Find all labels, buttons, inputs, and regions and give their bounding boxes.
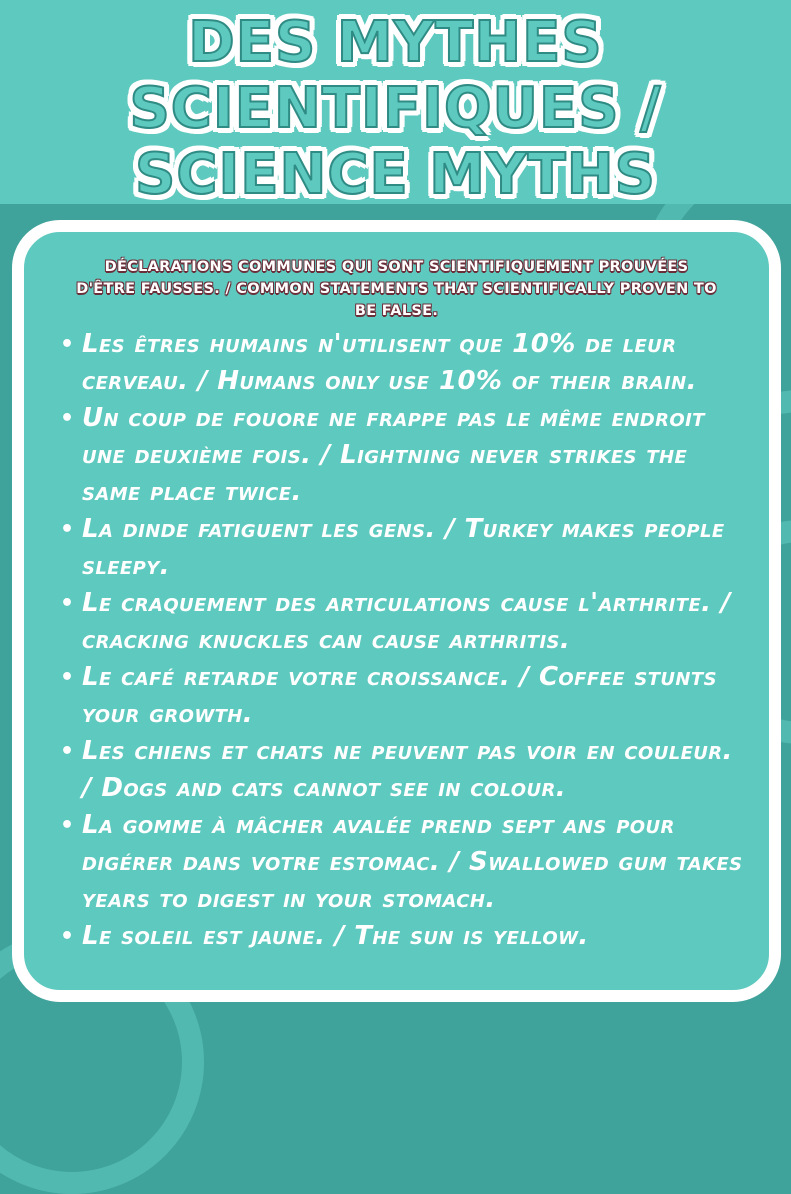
bullet-icon: • xyxy=(60,591,75,616)
bullet-icon: • xyxy=(60,517,75,542)
myth-text: Le craquement des articulations cause l'arthrite. / cracking knuckles can cause arthritis. xyxy=(82,588,731,655)
list-item xyxy=(54,807,744,918)
list-item xyxy=(54,400,744,511)
list-item xyxy=(54,733,744,807)
subtitle: DÉCLARATIONS COMMUNES QUI SONT SCIENTIFIQUEMENT PROUVÉES D'ÊTRE FAUSSES. / COMMON STATEMENTS THAT SCIENTIFICALLY PROVEN TO BE FALSE. xyxy=(76,259,717,319)
title-line-1: DES MYTHES xyxy=(188,10,603,75)
bullet-icon: • xyxy=(60,924,75,949)
bullet-icon: • xyxy=(60,739,75,764)
title-line-2: SCIENTIFIQUES / xyxy=(129,76,662,141)
myth-text: Un coup de fouore ne frappe pas le même endroit une deuxième fois. / Lightning never strikes the same place twice. xyxy=(82,403,705,507)
myth-text: La gomme à mâcher avalée prend sept ans pour digérer dans votre estomac. / Swallowed gum takes years to digest in your stomach. xyxy=(82,810,743,914)
bullet-icon: • xyxy=(60,813,75,838)
myth-list xyxy=(54,326,744,955)
list-item xyxy=(54,511,744,585)
bullet-icon: • xyxy=(60,665,75,690)
title-line-3: SCIENCE MYTHS xyxy=(135,142,656,207)
list-item xyxy=(54,659,744,733)
myth-text: La dinde fatiguent les gens. / Turkey makes people sleepy. xyxy=(82,514,725,581)
list-item xyxy=(54,585,744,659)
list-item xyxy=(54,326,744,400)
myth-text: Le café retarde votre croissance. / Coffee stunts your growth. xyxy=(82,662,717,729)
bullet-icon: • xyxy=(60,332,75,357)
myth-text: Les chiens et chats ne peuvent pas voir en couleur. / Dogs and cats cannot see in colour. xyxy=(82,736,733,803)
list-item xyxy=(54,918,744,955)
header-banner xyxy=(0,0,791,207)
bullet-icon: • xyxy=(60,406,75,431)
myth-text: Le soleil est jaune. / The sun is yellow. xyxy=(82,921,589,951)
content-card xyxy=(12,220,781,1002)
page-title xyxy=(0,10,791,208)
myth-text: Les êtres humains n'utilisent que 10% de leur cerveau. / Humans only use 10% of their brain. xyxy=(82,329,697,396)
